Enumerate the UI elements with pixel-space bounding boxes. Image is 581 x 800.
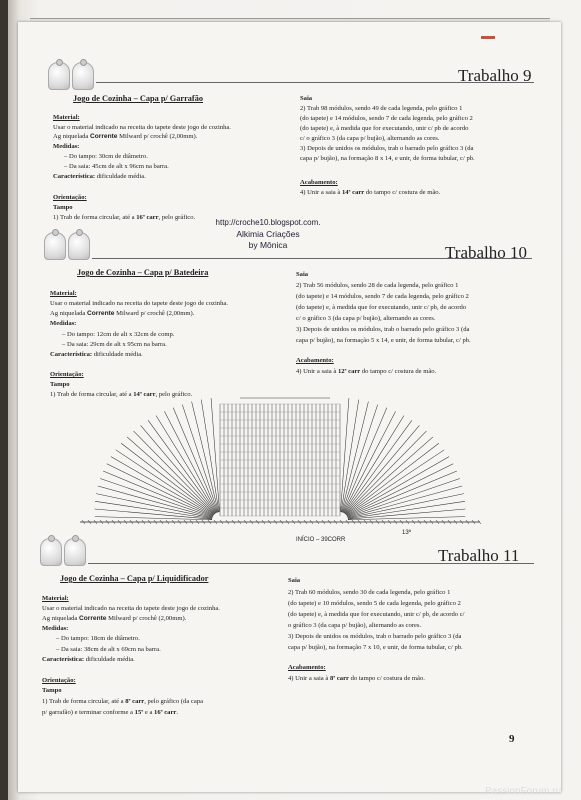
t10-saia-line: c/ o gráfico 3 (da capa p/ bujão), alternando as cores. xyxy=(296,315,436,322)
t10-saia-line: capa p/ bujão), na formação 5 x 14, e unir, de forma tubular, c/ pb. xyxy=(296,337,471,344)
fan-stitch xyxy=(347,464,453,516)
t11-header: Trabalho 11 xyxy=(438,546,520,565)
t9-tampo-heading: Tampo xyxy=(53,204,73,211)
t9-finish-heading: Acabamento: xyxy=(300,179,338,186)
t11-tampo-step2: p/ garrafão) e terminar conforme a 15ª e a 16ª carr. xyxy=(42,709,178,716)
fan-stitch xyxy=(342,402,369,512)
blog-url-watermark: http://croche10.blogspot.com. xyxy=(215,218,321,227)
chart-start-label: INÍCIO – 39CORR xyxy=(296,537,346,543)
t11-finish-step: 4) Unir a saia à 8ª carr do tampo c/ costura de mão. xyxy=(288,675,425,682)
t10-header: Trabalho 10 xyxy=(445,243,528,262)
t9-feature: Característica: dificuldade média. xyxy=(53,173,146,180)
fan-stitch xyxy=(107,464,213,516)
t11-tampo-heading: Tampo xyxy=(42,687,62,694)
t10-material-heading: Material: xyxy=(50,290,77,297)
t10-measure-skirt: – Da saia: 29cm de alt x 95cm na barra. xyxy=(62,341,167,348)
t11-saia-line: (do tapete) e 10 módulos, sendo 5 de cada legenda, pelo gráfico 2 xyxy=(288,600,461,607)
t11-measures-heading: Medidas: xyxy=(42,625,69,632)
t9-measures-heading: Medidas: xyxy=(53,143,80,150)
t10-feature: Característica: dificuldade média. xyxy=(50,351,143,358)
fan-stitch xyxy=(134,431,215,514)
t11-saia-line: o gráfico 3 (da capa p/ bujão), alternando as cores. xyxy=(288,622,422,629)
t9-material-line: Usar o material indicado na receita do tapete deste jogo de cozinha. xyxy=(53,124,231,131)
t9-finish-step: 4) Unir a saia à 14ª carr do tampo c/ costura de mão. xyxy=(300,189,441,196)
t11-material-heading: Material: xyxy=(42,595,69,602)
bell-cover-icon xyxy=(46,56,98,92)
t9-saia-line: capa p/ bujão), na formação 8 x 14, e unir, de forma tubular, c/ pb. xyxy=(300,155,475,162)
t9-saia-line: 3) Depois de unidos os módulos, trab o barrado pelo gráfico 3 (da xyxy=(300,145,474,152)
t11-orientation-heading: Orientação: xyxy=(42,677,76,684)
t9-saia-line: 2) Trab 98 módulos, sendo 49 de cada legenda, pelo gráfico 1 xyxy=(300,105,463,112)
t10-material-line: Usar o material indicado na receita do tapete deste jogo de cozinha. xyxy=(50,300,228,307)
fan-stitch xyxy=(343,411,395,512)
fan-stitch xyxy=(345,425,420,513)
t10-measure-top: – Do tampo: 12cm de alt x 32cm de comp. xyxy=(62,331,175,338)
fan-stitch xyxy=(348,501,465,518)
red-mark xyxy=(481,36,495,39)
t11-saia-heading: Saia xyxy=(288,577,301,584)
t11-measure-top: – Do tampo: 18cm de diâmetro. xyxy=(56,635,140,642)
t10-orientation-heading: Orientação: xyxy=(50,371,84,378)
t11-feature: Característica: dificuldade média. xyxy=(42,656,135,663)
fan-stitch xyxy=(346,443,439,514)
t9-saia-line: c/ o gráfico 3 (da capa p/ bujão), alternando as cores. xyxy=(300,135,440,142)
t11-title: Jogo de Cozinha – Capa p/ Liquidificador xyxy=(60,574,209,583)
forum-watermark: PassionForum.ru xyxy=(485,786,562,797)
t10-saia-line: 3) Depois de unidos os módulos, trab o barrado pelo gráfico 3 (da xyxy=(296,326,470,333)
fan-stitch xyxy=(148,420,216,513)
fan-stitch xyxy=(95,517,212,520)
t10-saia-heading: Saia xyxy=(296,271,309,278)
bell-cover-icon xyxy=(38,532,90,568)
t11-tampo-step: 1) Trab de forma circular, até a 8ª carr, pelo gráfico (da capa xyxy=(42,698,203,705)
t9-material-heading: Material: xyxy=(53,114,80,121)
t10-measures-heading: Medidas: xyxy=(50,320,77,327)
crochet-chart xyxy=(70,392,490,542)
t10-finish-heading: Acabamento: xyxy=(296,357,334,364)
t10-saia-line: 2) Trab 56 módulos, sendo 28 de cada legenda, pelo gráfico 1 xyxy=(296,282,459,289)
t9-saia-line: (do tapete) e, à medida que for executando, unir c/ pb de acordo xyxy=(300,125,469,132)
t10-tampo-step: 1) Trab de forma circular, até a 14ª carr, pelo gráfico. xyxy=(50,391,193,398)
chart-row-number: 13ª xyxy=(402,530,411,536)
t9-needle-line: Ag niquelada Corrente Milward p/ crochê (2,00mm). xyxy=(53,133,198,140)
t10-needle-line: Ag niquelada Corrente Milward p/ crochê (2,00mm). xyxy=(50,310,195,317)
t10-saia-line: (do tapete) e 14 módulos, sendo 7 de cada legenda, pelo gráfico 2 xyxy=(296,293,469,300)
t9-tampo-step: 1) Trab de forma circular, até a 16ª carr, pelo gráfico. xyxy=(53,214,196,221)
t10-title: Jogo de Cozinha – Capa p/ Batedeira xyxy=(77,268,209,277)
t11-saia-line: capa p/ bujão), na formação 7 x 10, e unir, de forma tubular, c/ pb. xyxy=(288,644,463,651)
fan-stitch xyxy=(344,416,404,513)
fan-stitch xyxy=(98,486,213,518)
fan-stitch xyxy=(348,517,465,520)
fan-stitch xyxy=(192,402,219,512)
t11-needle-line: Ag niquelada Corrente Milward p/ crochê (2,00mm). xyxy=(42,615,187,622)
watermark-line1: Alkimia Criações xyxy=(236,229,300,239)
t9-measure-top: – Do tampo: 30cm de diâmetro. xyxy=(64,153,148,160)
fan-stitch xyxy=(344,420,412,513)
t10-saia-line: (do tapete) e, à medida que for executando, unir c/ pb, de acordo xyxy=(296,304,467,311)
fan-stitch xyxy=(345,431,426,514)
t10-tampo-heading: Tampo xyxy=(50,381,70,388)
fan-stitch xyxy=(141,425,216,513)
t9-saia-heading: Saia xyxy=(300,95,313,102)
fan-stitch xyxy=(347,457,449,516)
t9-saia-line: (do tapete) e 14 módulos, sendo 7 de cada legenda, pelo gráfico 2 xyxy=(300,115,473,122)
t9-title: Jogo de Cozinha – Capa p/ Garrafão xyxy=(73,94,203,103)
fan-stitch xyxy=(95,501,212,518)
t11-material-line: Usar o material indicado na receita do tapete deste jogo de cozinha. xyxy=(42,605,220,612)
t11-saia-line: (do tapete) e, à medida que for executando, unir c/ pb, de acordo c/ xyxy=(288,611,465,618)
t11-saia-line: 3) Depois de unidos os módulos, trab o barrado pelo gráfico 3 (da xyxy=(288,633,462,640)
page-number: 9 xyxy=(509,733,515,745)
fan-stitch xyxy=(348,486,463,518)
t11-finish-heading: Acabamento: xyxy=(288,664,326,671)
t9-orientation-heading: Orientação: xyxy=(53,194,87,201)
fan-stitch xyxy=(111,457,213,516)
fan-stitch xyxy=(156,416,216,513)
t9-header: Trabalho 9 xyxy=(458,66,532,85)
t11-saia-line: 2) Trab 60 módulos, sendo 30 de cada legenda, pelo gráfico 1 xyxy=(288,589,451,596)
bell-cover-icon xyxy=(42,226,94,262)
fan-stitch xyxy=(164,411,216,512)
fan-stitch xyxy=(121,443,214,514)
watermark-line2: by Mônica xyxy=(248,240,288,250)
t9-measure-skirt: – Da saia: 45cm de alt x 96cm na barra. xyxy=(64,163,169,170)
t11-measure-skirt: – Da saia: 38cm de alt x 69cm na barra. xyxy=(56,646,161,653)
t10-finish-step: 4) Unir a saia à 12ª carr do tampo c/ costura de mão. xyxy=(296,368,437,375)
